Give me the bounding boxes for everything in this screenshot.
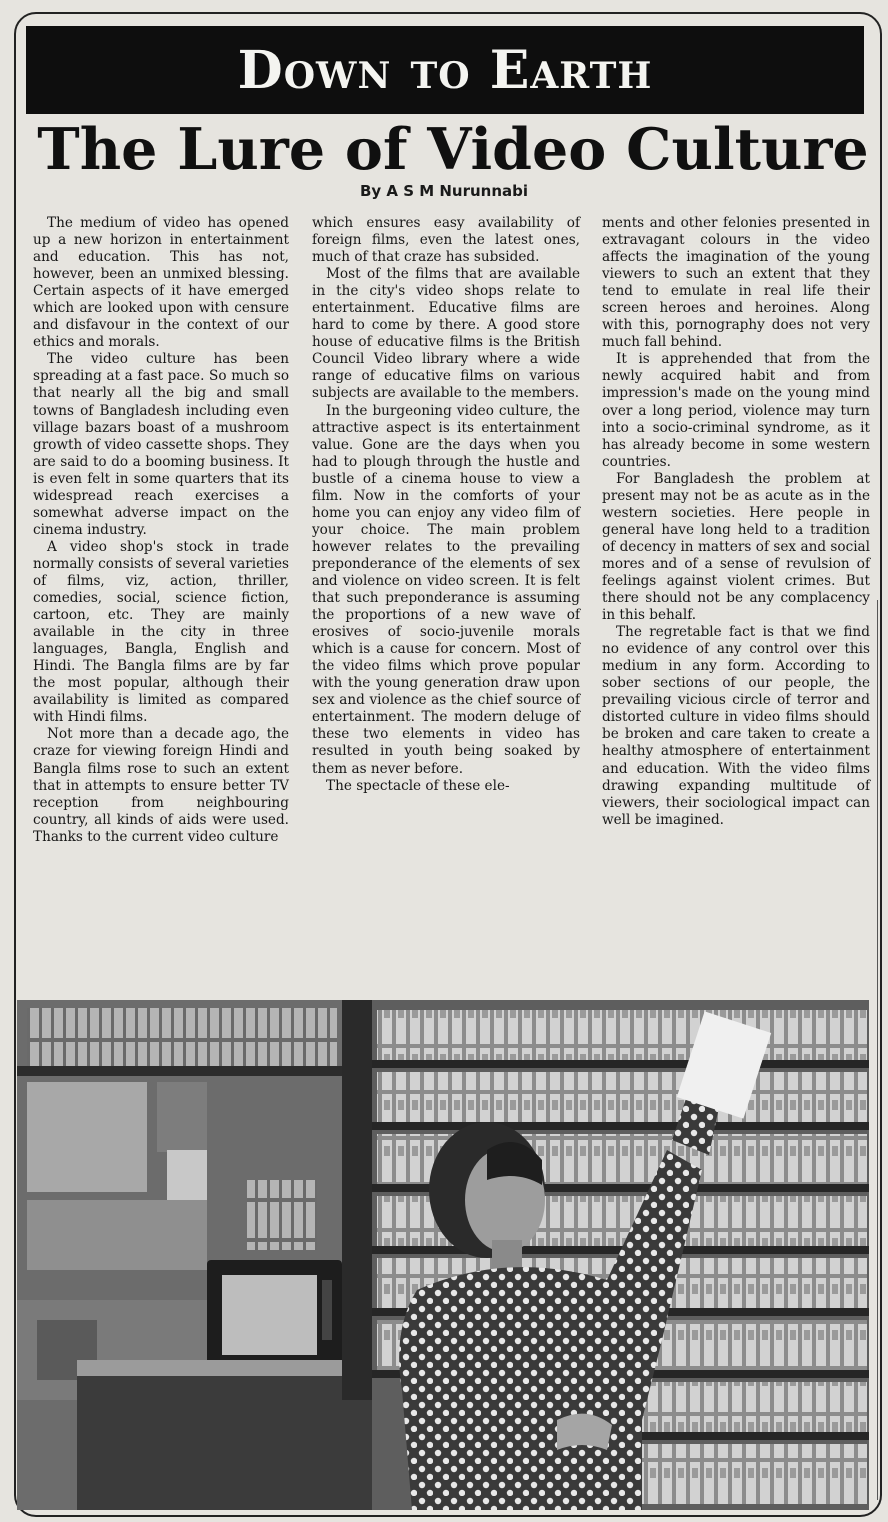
article-column-2 xyxy=(312,215,580,795)
article-paragraph: In the burgeoning video culture, the attractive aspect is its entertainment value. Gone are the days when you had to plough through the hustle and bustle of a cinema house to view a film. Now in the comforts of your home you can enjoy any video film of your choice. The main problem however relates to the prevailing preponderance of the elements of sex and violence on video screen. It is felt that such preponderance is assuming the proportions of a new wave of erosives of socio-juvenile morals which is a cause for concern. Most of the video films which prove popular with the young generation draw upon sex and violence as the chief source of entertainment. The modern deluge of these two elements in video has resulted in youth being soaked by them as never before. xyxy=(312,402,580,777)
video-shop-photo xyxy=(17,1000,869,1510)
article-column-3 xyxy=(602,215,870,829)
article-byline: By A S M Nurunnabi xyxy=(359,182,529,200)
article-paragraph: The video culture has been spreading at a fast pace. So much so that nearly all the big and small towns of Bangladesh including even village bazars boast of a mushroom growth of video cassette shops. They are said to do a booming business. It is even felt in some quarters that its widespread reach exercises a somewhat adverse impact on the cinema industry. xyxy=(33,351,289,538)
article-paragraph: Not more than a decade ago, the craze for viewing foreign Hindi and Bangla films rose to such an extent that in attempts to ensure better TV reception from neighbouring country, all kinds of aids were used. Thanks to the current video culture xyxy=(33,726,289,845)
article-paragraph: For Bangladesh the problem at present may not be as acute as in the western societies. Here people in general have long held to a tradition of decency in matters of sex and social mores and of a sense of revulsion of feelings against violent crimes. But there should not be any complacency in this behalf. xyxy=(602,470,870,624)
article-paragraph: Most of the films that are available in the city's video shops relate to entertainment. Educative films are hard to come by there. A good store house of educative films is the British Council Video library where a wide range of educative films on various subjects are available to the members. xyxy=(312,266,580,402)
article-paragraph: ments and other felonies presented in extravagant colours in the video affects the imagination of the young viewers to such an extent that they tend to emulate in real life their screen heroes and heroines. Along with this, pornography does not very much fall behind. xyxy=(602,215,870,351)
photo-illustration xyxy=(17,1000,869,1510)
article-paragraph: which ensures easy availability of foreign films, even the latest ones, much of that craze has subsided. xyxy=(312,215,580,266)
article-paragraph: The medium of video has opened up a new horizon in entertainment and education. This has not, however, been an unmixed blessing. Certain aspects of it have emerged which are looked upon with censure and disfavour in the context of our ethics and morals. xyxy=(33,215,289,351)
article-paragraph: The spectacle of these ele- xyxy=(326,777,510,794)
article-paragraph: A video shop's stock in trade normally consists of several varieties of films, viz, action, thriller, comedies, social, science fiction, cartoon, etc. They are mainly available in the city in three languages, Bangla, English and Hindi. The Bangla films are by far the most popular, although their availability is limited as compared with Hindi films. xyxy=(33,538,289,726)
article-column-1 xyxy=(33,215,289,846)
article-paragraph: The regretable fact is that we find no evidence of any control over this medium in any form. According to sober sections of our people, the prevailing vicious circle of terror and distorted culture in video films should be broken and care taken to create a healthy atmosphere of entertainment and education. With the video films drawing expanding multitude of viewers, their sociological impact can well be imagined. xyxy=(602,624,870,828)
article-headline: The Lure of Video Culture xyxy=(37,116,869,183)
article-paragraph: It is apprehended that from the newly acquired habit and from impression's made on the young mind over a long period, violence may turn into a socio-criminal syndrome, as it has already become in some western countries. xyxy=(602,351,870,470)
section-masthead: Down to Earth xyxy=(26,26,864,114)
adjacent-column-fragment xyxy=(877,600,888,1500)
